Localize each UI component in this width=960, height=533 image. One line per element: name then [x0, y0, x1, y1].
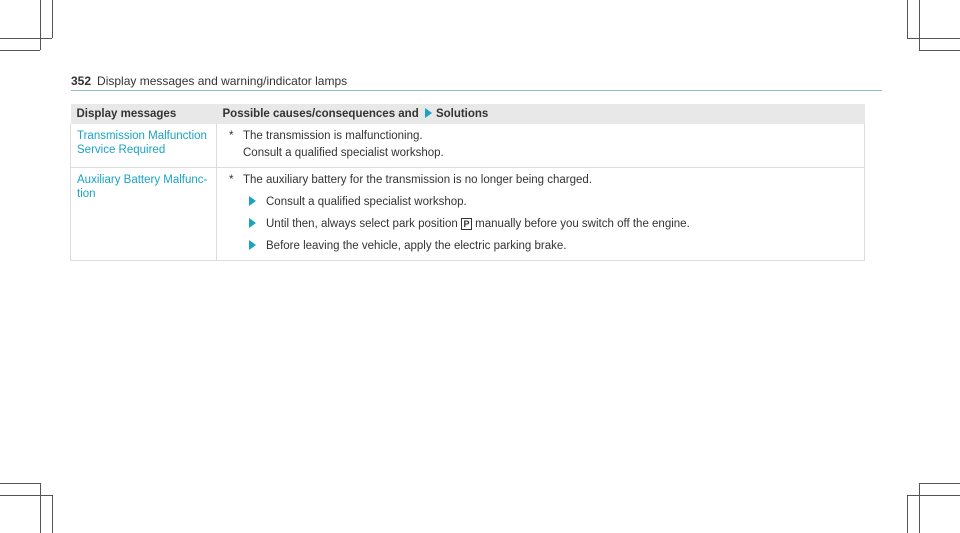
page-header [71, 74, 881, 88]
solution-step [223, 239, 858, 253]
arrow-right-icon [249, 196, 256, 206]
crop-mark [919, 50, 960, 51]
crop-mark [40, 483, 41, 533]
step-text-before: Until then, always select park position [266, 218, 458, 230]
crop-mark [0, 50, 40, 51]
col-heading-solutions: Solutions [435, 108, 489, 120]
crop-mark [52, 0, 53, 38]
step-text: Before leaving the vehicle, apply the electric parking brake. [266, 240, 567, 252]
cause-text: The transmission is malfunctioning. [243, 130, 423, 142]
arrow-right-icon [249, 240, 256, 250]
crop-mark [907, 495, 960, 496]
arrow-right-icon [425, 108, 432, 118]
table-row [71, 168, 865, 261]
crop-mark [919, 0, 920, 50]
page-number: 352 [71, 74, 92, 88]
crop-mark [52, 495, 53, 533]
col-heading-causes [217, 104, 865, 124]
cause-cell [217, 168, 865, 261]
page-title: Display messages and warning/indicator lamps [97, 74, 348, 88]
cause-text: The auxiliary battery for the transmission is no longer being charged. [243, 174, 593, 186]
message-text: Transmission Malfunction Service Required [77, 130, 207, 156]
crop-mark [907, 0, 908, 38]
crop-mark [919, 483, 960, 484]
step-text: Consult a qualified specialist workshop. [266, 196, 467, 208]
table-header-row [71, 104, 865, 124]
table-row [71, 124, 865, 168]
bullet-marker: * [229, 130, 234, 142]
park-position-key: P [461, 218, 472, 230]
crop-mark [0, 495, 52, 496]
message-text: Auxiliary Battery Malfunc-tion [77, 174, 208, 200]
step-text-after: manually before you switch off the engine. [475, 218, 690, 230]
crop-mark [919, 483, 920, 533]
arrow-right-icon [249, 218, 256, 228]
crop-mark [0, 38, 52, 39]
message-cell [71, 124, 217, 168]
bullet-marker: * [229, 174, 234, 186]
crop-mark [40, 0, 41, 50]
crop-mark [907, 38, 960, 39]
message-cell [71, 168, 217, 261]
solution-step [223, 217, 858, 231]
detail-text: Consult a qualified specialist workshop. [243, 147, 444, 159]
cause-cell [217, 124, 865, 168]
crop-mark [907, 495, 908, 533]
messages-table [70, 104, 865, 261]
header-rule [71, 90, 882, 91]
solution-step [223, 195, 858, 209]
crop-mark [0, 483, 40, 484]
col-heading-display-messages: Display messages [71, 104, 217, 124]
col-heading-causes-text: Possible causes/consequences and [222, 108, 419, 120]
